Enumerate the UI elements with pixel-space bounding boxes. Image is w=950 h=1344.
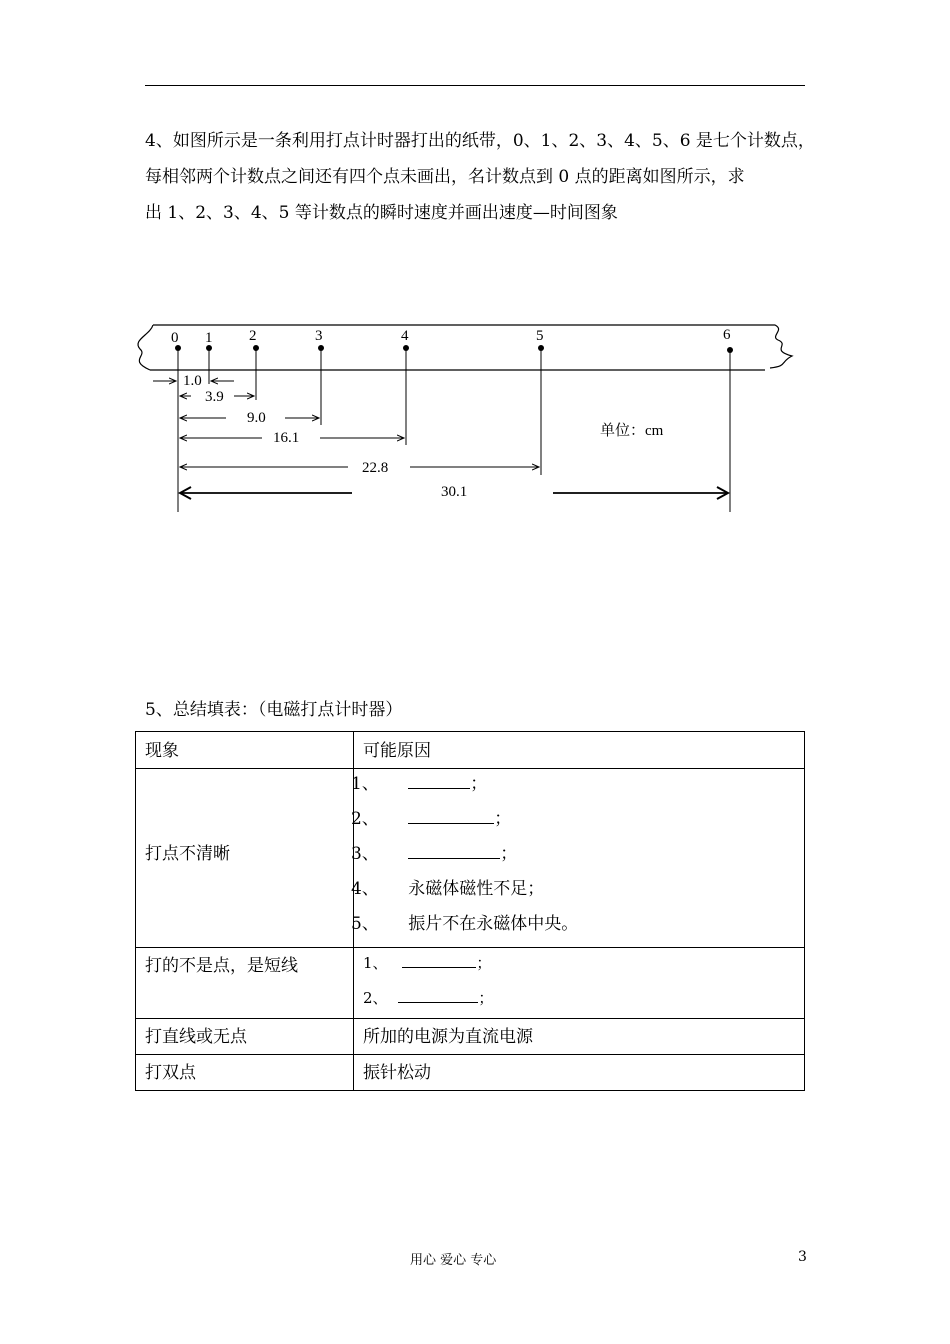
dim-label-9.0: 9.0 [247, 410, 266, 426]
blank-line [408, 844, 500, 859]
cause-number: 3、 [351, 844, 379, 864]
dim-label-3.9: 3.9 [205, 389, 224, 405]
dim-label-30.1: 30.1 [441, 484, 468, 500]
point-label-4: 4 [401, 328, 409, 344]
phenomenon-cell: 打的不是点，是短线 [136, 948, 354, 1019]
header-rule [145, 85, 805, 86]
point-label-0: 0 [171, 330, 179, 346]
cause-number: 4、 [351, 879, 379, 899]
summary-table [135, 731, 805, 1091]
page-number: 3 [798, 1249, 807, 1265]
table-header-row [136, 732, 805, 769]
paper-tape-diagram [0, 300, 950, 520]
tape-outline [138, 325, 792, 370]
point-label-3: 3 [315, 328, 323, 344]
header-cause: 可能原因 [354, 732, 805, 769]
cause-cell: 1、 ； 2、 ； 3、 ； 4、 永磁体磁性不足； 5、 振片不在永磁体中央。 [354, 769, 805, 948]
blank-line [398, 988, 478, 1003]
cause-cell: 所加的电源为直流电源 [354, 1019, 805, 1055]
cause-number: 1、 [363, 954, 388, 972]
point-label-2: 2 [249, 328, 257, 344]
phenomenon-cell: 打点不清晰 [136, 769, 354, 948]
blank-line [408, 809, 494, 824]
question-4-line-2: 每相邻两个计数点之间还有四个点未画出，名计数点到 0 点的距离如图所示，求 [145, 167, 745, 187]
table-row [136, 1019, 805, 1055]
cause-number: 2、 [363, 989, 388, 1007]
question-4-text [145, 123, 815, 231]
table-row [136, 1055, 805, 1091]
blank-line [402, 953, 476, 968]
question-5-title: 5、总结填表：（电磁打点计时器） [145, 700, 403, 720]
dim-label-22.8: 22.8 [362, 460, 389, 476]
table-row [136, 769, 805, 948]
question-4-line-1: 4、如图所示是一条利用打点计时器打出的纸带，0、1、2、3、4、5、6 是七个计数点， [145, 131, 815, 151]
page-footer: 用心 爱心 专心 [410, 1253, 497, 1268]
blank-line [408, 774, 470, 789]
dim-label-1.0: 1.0 [183, 373, 202, 389]
cause-number: 5、 [351, 914, 379, 934]
point-label-5: 5 [536, 328, 544, 344]
phenomenon-cell: 打直线或无点 [136, 1019, 354, 1055]
tape-left-tear [138, 325, 153, 370]
unit-label: 单位：cm [600, 423, 664, 439]
phenomenon-cell: 打双点 [136, 1055, 354, 1091]
table-row [136, 948, 805, 1019]
cause-number: 1、 [351, 774, 379, 794]
point-label-6: 6 [723, 327, 731, 343]
count-points [175, 345, 733, 353]
question-4-line-3: 出 1、2、3、4、5 等计数点的瞬时速度并画出速度—时间图象 [145, 203, 618, 223]
header-phenomenon: 现象 [136, 732, 354, 769]
cause-cell: 振针松动 [354, 1055, 805, 1091]
point-label-1: 1 [205, 330, 213, 346]
cause-cell: 1、 ； 2、 ； [354, 948, 805, 1019]
dim-label-16.1: 16.1 [273, 430, 300, 446]
cause-number: 2、 [351, 809, 379, 829]
